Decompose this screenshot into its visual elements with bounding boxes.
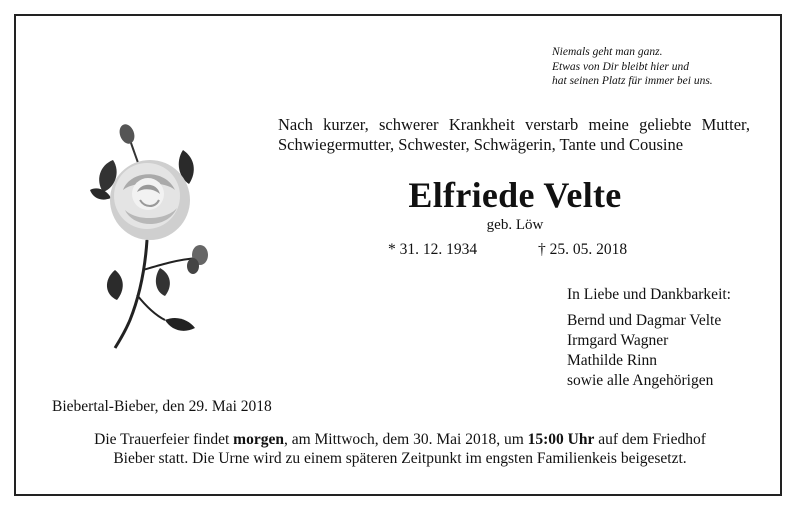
family-heading: In Liebe und Dankbarkeit: xyxy=(567,286,731,303)
family-member: Mathilde Rinn xyxy=(567,352,657,369)
family-member: Bernd und Dagmar Velte xyxy=(567,312,722,329)
notice-line-1 xyxy=(40,430,760,449)
intro-text: Nach kurzer, schwerer Krankheit verstarb meine geliebte Mutter, Schwiegermutter, Schwester, Schwägerin, Tante und Cousine xyxy=(278,115,750,154)
notice-text: Die Trauerfeier findet xyxy=(94,431,234,448)
maiden-name: geb. Löw xyxy=(486,217,544,233)
notice-text: , am Mittwoch, dem 30. Mai 2018, um xyxy=(283,431,528,448)
funeral-notice xyxy=(40,430,760,468)
birth-date: * 31. 12. 1934 xyxy=(388,241,478,258)
family-member: sowie alle Angehörigen xyxy=(567,372,714,389)
notice-text: auf dem Friedhof xyxy=(594,431,706,448)
rose-icon xyxy=(85,120,225,350)
deceased-name: Elfriede Velte xyxy=(408,175,622,215)
notice-emphasis-day: morgen xyxy=(233,431,284,448)
place-date: Biebertal-Bieber, den 29. Mai 2018 xyxy=(52,398,272,415)
family-signatures xyxy=(567,285,731,391)
quote-line: Niemals geht man ganz. xyxy=(552,46,663,58)
family-member: Irmgard Wagner xyxy=(567,332,669,349)
death-date: † 25. 05. 2018 xyxy=(538,241,628,258)
memorial-quote xyxy=(552,45,713,89)
notice-line-2: Bieber statt. Die Urne wird zu einem späteren Zeitpunkt im engsten Familienkeis beigesetzt. xyxy=(113,450,687,467)
notice-emphasis-time: 15:00 Uhr xyxy=(527,431,595,448)
quote-line: Etwas von Dir bleibt hier und xyxy=(552,60,690,73)
quote-line: hat seinen Platz für immer bei uns. xyxy=(552,75,713,87)
